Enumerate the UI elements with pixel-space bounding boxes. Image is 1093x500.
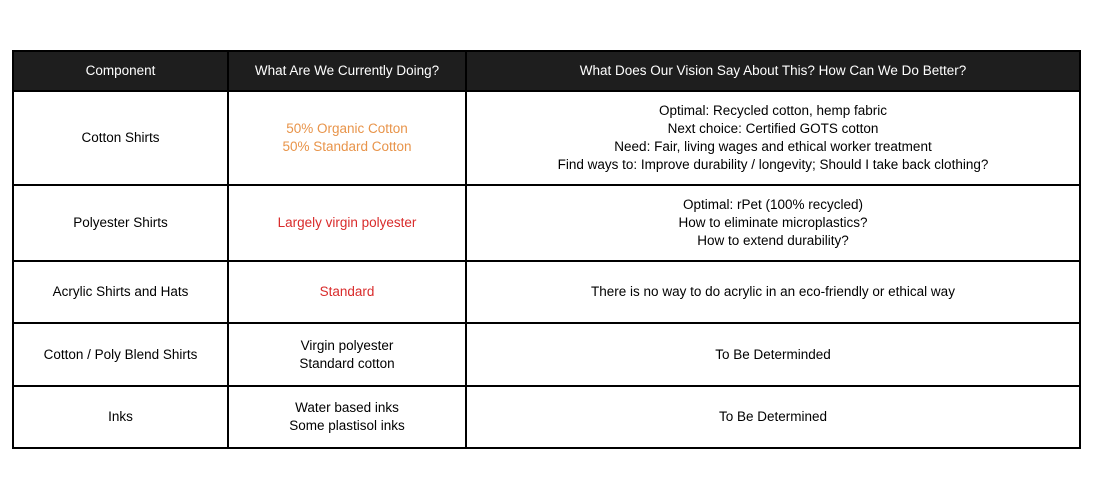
current-practice-line: Water based inks: [295, 400, 399, 415]
vision-line: Optimal: rPet (100% recycled): [682, 197, 864, 212]
vision-cell: [466, 185, 1080, 261]
component-cell: Polyester Shirts: [13, 185, 228, 261]
current-practice-line: Largely virgin polyester: [277, 215, 417, 230]
vision-cell: [466, 91, 1080, 185]
vision-line: Need: Fair, living wages and ethical worker treatment: [614, 139, 932, 154]
current-practice-cell: [228, 185, 466, 261]
vision-line: How to eliminate microplastics?: [678, 215, 868, 230]
header-vision: What Does Our Vision Say About This? How Can We Do Better?: [466, 51, 1080, 91]
current-practice-line: Standard cotton: [299, 355, 395, 371]
component-cell: Inks: [13, 386, 228, 448]
table-row: [13, 261, 1080, 323]
table-row: [13, 185, 1080, 261]
vision-cell: [466, 323, 1080, 386]
component-cell: Cotton Shirts: [13, 91, 228, 185]
current-practice-line: 50% Organic Cotton: [286, 121, 408, 136]
vision-line: To Be Determinded: [715, 346, 831, 362]
header-current-practice: What Are We Currently Doing?: [228, 51, 466, 91]
table-row: [13, 386, 1080, 448]
vision-line: Next choice: Certified GOTS cotton: [667, 121, 879, 136]
current-practice-line: Some plastisol inks: [289, 418, 405, 433]
vision-line: Find ways to: Improve durability / longevity; Should I take back clothing?: [557, 157, 989, 172]
current-practice-cell: [228, 261, 466, 323]
table-row: [13, 323, 1080, 386]
comparison-table: [12, 50, 1081, 449]
vision-line: There is no way to do acrylic in an eco-friendly or ethical way: [591, 284, 955, 299]
vision-cell: [466, 261, 1080, 323]
current-practice-cell: [228, 91, 466, 185]
vision-cell: [466, 386, 1080, 448]
vision-line: To Be Determined: [718, 409, 828, 424]
component-cell: Cotton / Poly Blend Shirts: [13, 323, 228, 386]
comparison-table-container: [12, 50, 1081, 449]
current-practice-cell: [228, 386, 466, 448]
current-practice-line: Virgin polyester: [300, 337, 394, 353]
vision-line: How to extend durability?: [697, 233, 849, 248]
current-practice-cell: [228, 323, 466, 386]
table-row: [13, 91, 1080, 185]
vision-line: Optimal: Recycled cotton, hemp fabric: [658, 103, 888, 118]
current-practice-line: Standard: [319, 284, 375, 299]
header-component: Component: [13, 51, 228, 91]
component-cell: Acrylic Shirts and Hats: [13, 261, 228, 323]
current-practice-line: 50% Standard Cotton: [282, 139, 412, 154]
header-row: [13, 51, 1080, 91]
